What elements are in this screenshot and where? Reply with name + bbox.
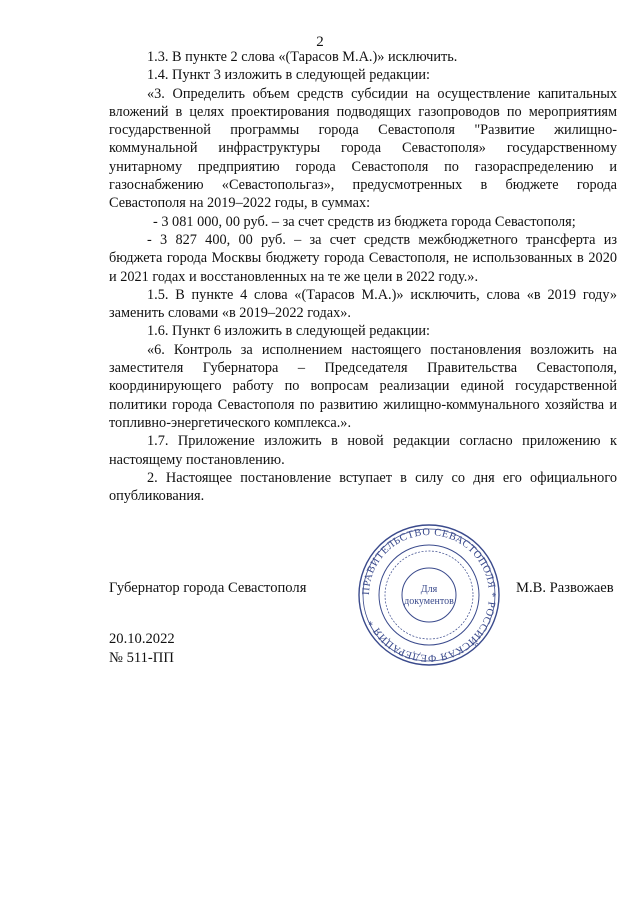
amount-line-2: - 3 827 400, 00 руб. – за счет средств межбюджетного трансферта из бюджета города Москвы бюджету города Севастополя, не использованных в 2020 и 2021 годах и восстановленных на те же цели в 2022 году.».: [109, 231, 617, 285]
document-body: [109, 48, 617, 505]
paragraph-1-5: 1.5. В пункте 4 слова «(Тарасов М.А.)» исключить, слова «в 2019 году» заменить словами «в 2019–2022 годах».: [109, 286, 617, 322]
paragraph-1-7: 1.7. Приложение изложить в новой редакции согласно приложению к настоящему постановлению.: [109, 433, 617, 468]
paragraph-1-6: 1.6. Пункт 6 изложить в следующей редакции:: [147, 323, 430, 340]
official-seal-icon: [356, 522, 502, 668]
paragraph-1-3: 1.3. В пункте 2 слова «(Тарасов М.А.)» исключить.: [147, 49, 458, 65]
page-number: 2: [316, 34, 324, 50]
signature-name: М.В. Развожаев: [516, 580, 614, 596]
seal-center-line-2: документов: [404, 596, 454, 607]
paragraph-1-4: 1.4. Пункт 3 изложить в следующей редакции:: [147, 67, 430, 84]
seal-outer-text: ПРАВИТЕЛЬСТВО СЕВАСТОПОЛЯ * РОССИЙСКАЯ ФЕДЕРАЦИЯ *: [360, 526, 498, 664]
amount-line-1: - 3 081 000, 00 руб. – за счет средств из бюджета города Севастополя;: [153, 213, 576, 230]
paragraph-quoted-3: «3. Определить объем средств субсидии на осуществление капитальных вложений в целях проектирования подводящих газопроводов по мероприятиям государственной программы города Севастополя "Развитие жилищно-коммунальной инфраструктуры города Севастополя» государственному унитарному предприятию города Севастополя по газораспределению и газоснабжению «Севастопольгаз», предусмотренных в бюджете города Севастополя на 2019–2022 годы, в суммах:: [109, 85, 617, 212]
document-date: 20.10.2022: [109, 631, 175, 647]
seal-center-line-1: Для: [420, 584, 438, 595]
paragraph-quoted-6: «6. Контроль за исполнением настоящего постановления возложить на заместителя Губернатора – Председателя Правительства Севастополя, координирующего работу по вопросам реализации единой государственной политики города Севастополя по развитию жилищно-коммунального хозяйства и топливно-энергетического комплекса.».: [109, 341, 617, 431]
document-number: № 511-ПП: [109, 650, 174, 666]
svg-text:ПРАВИТЕЛЬСТВО СЕВАСТОПОЛЯ * РО: [361, 527, 497, 663]
signature-title: Губернатор города Севастополя: [109, 580, 307, 596]
paragraph-2: 2. Настоящее постановление вступает в силу со дня его официального опубликования.: [109, 469, 617, 505]
